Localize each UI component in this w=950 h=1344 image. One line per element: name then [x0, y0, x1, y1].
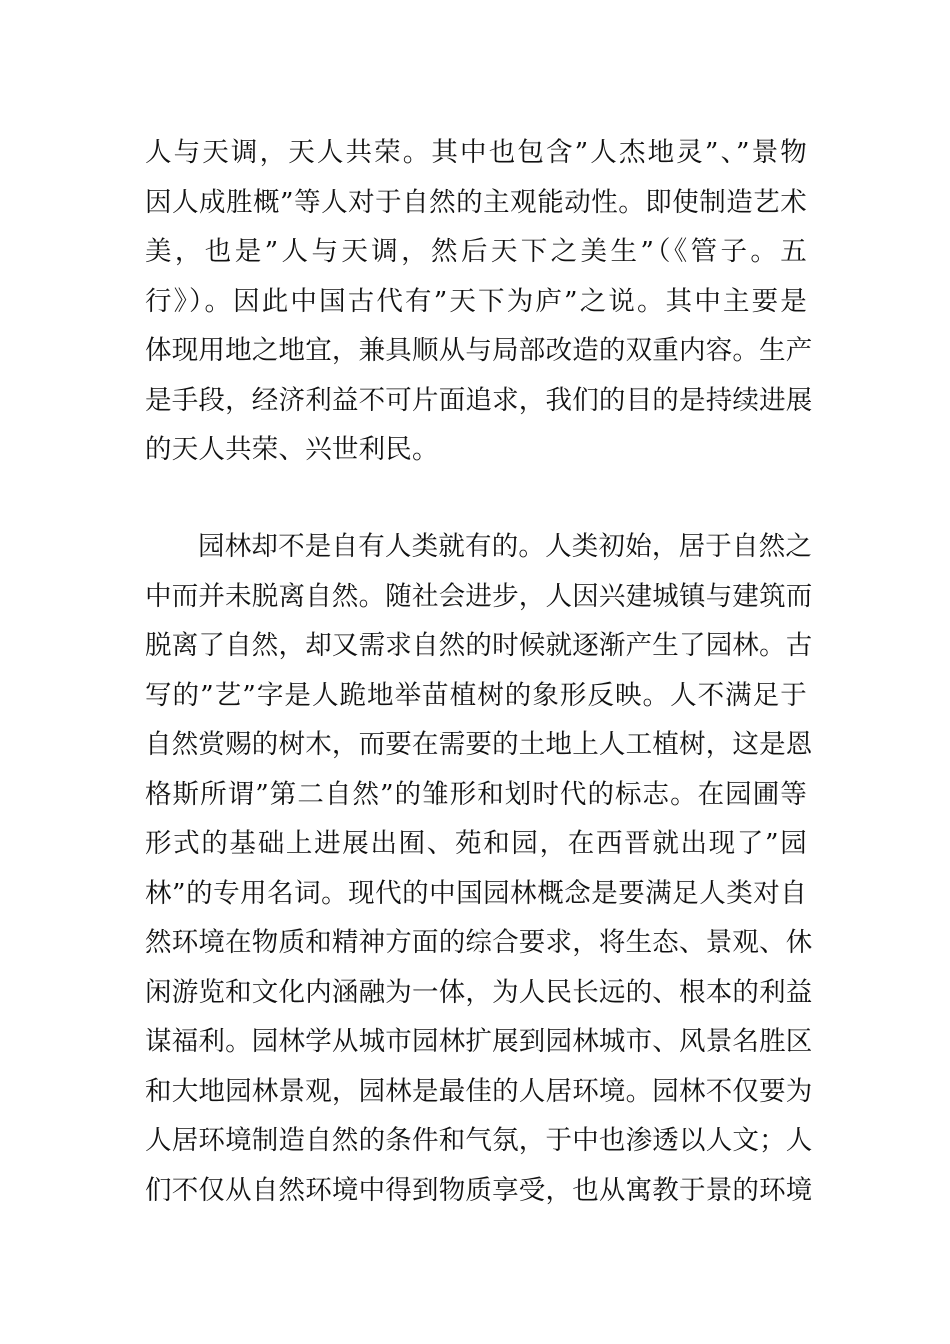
- paragraph-2-line-3: 脱离了自然，却又需求自然的时候就逐渐产生了园林。古: [145, 630, 813, 661]
- paragraph-1-line-3: 美，也是”人与天调，然后天下之美生”（《管子。五: [145, 236, 807, 267]
- paragraph-2-line-13: 人居环境制造自然的条件和气氛，于中也渗透以人文；人: [145, 1125, 813, 1156]
- paragraph-2-line-7: 形式的基础上进展出囿、苑和园，在西晋就出现了”园: [145, 828, 807, 859]
- paragraph-2-line-5: 自然赏赐的树木，而要在需要的土地上人工植树，这是恩: [145, 729, 813, 760]
- paragraph-1-line-1: 人与天调，天人共荣。其中也包含”人杰地灵”、”景物: [145, 137, 807, 168]
- paragraph-2: [145, 522, 813, 1215]
- paragraph-1-line-2: 因人成胜概”等人对于自然的主观能动性。即使制造艺术: [145, 186, 807, 218]
- paragraph-2-line-8: 林”的专用名词。现代的中国园林概念是要满足人类对自: [145, 877, 807, 909]
- paragraph-2-line-4: 写的”艺”字是人跪地举苗植树的象形反映。人不满足于: [145, 679, 807, 711]
- paragraph-2-line-14: 们不仅从自然环境中得到物质享受，也从寓教于景的环境: [145, 1174, 813, 1206]
- paragraph-2-line-10: 闲游览和文化内涵融为一体，为人民长远的、根本的利益: [145, 976, 813, 1008]
- paragraph-1-line-6: 是手段，经济利益不可片面追求，我们的目的是持续进展: [145, 384, 813, 416]
- paragraph-2-line-6: 格斯所谓”第二自然”的雏形和划时代的标志。在园圃等: [145, 778, 807, 810]
- paragraph-2-line-1: 园林却不是自有人类就有的。人类初始，居于自然之: [198, 531, 813, 562]
- paragraph-2-line-9: 然环境在物质和精神方面的综合要求，将生态、景观、休: [145, 927, 813, 958]
- paragraph-1: [145, 128, 813, 475]
- paragraph-1-line-7: 的天人共荣、兴世利民。: [145, 434, 439, 465]
- paragraph-1-line-5: 体现用地之地宜，兼具顺从与局部改造的双重内容。生产: [145, 335, 813, 366]
- paragraph-2-line-12: 和大地园林景观，园林是最佳的人居环境。园林不仅要为: [145, 1075, 813, 1107]
- paragraph-2-line-2: 中而并未脱离自然。随社会进步，人因兴建城镇与建筑而: [145, 580, 813, 612]
- paragraph-2-line-11: 谋福利。园林学从城市园林扩展到园林城市、风景名胜区: [145, 1026, 813, 1057]
- paragraph-1-line-4: 行》）。因此中国古代有”天下为庐”之说。其中主要是: [145, 285, 807, 317]
